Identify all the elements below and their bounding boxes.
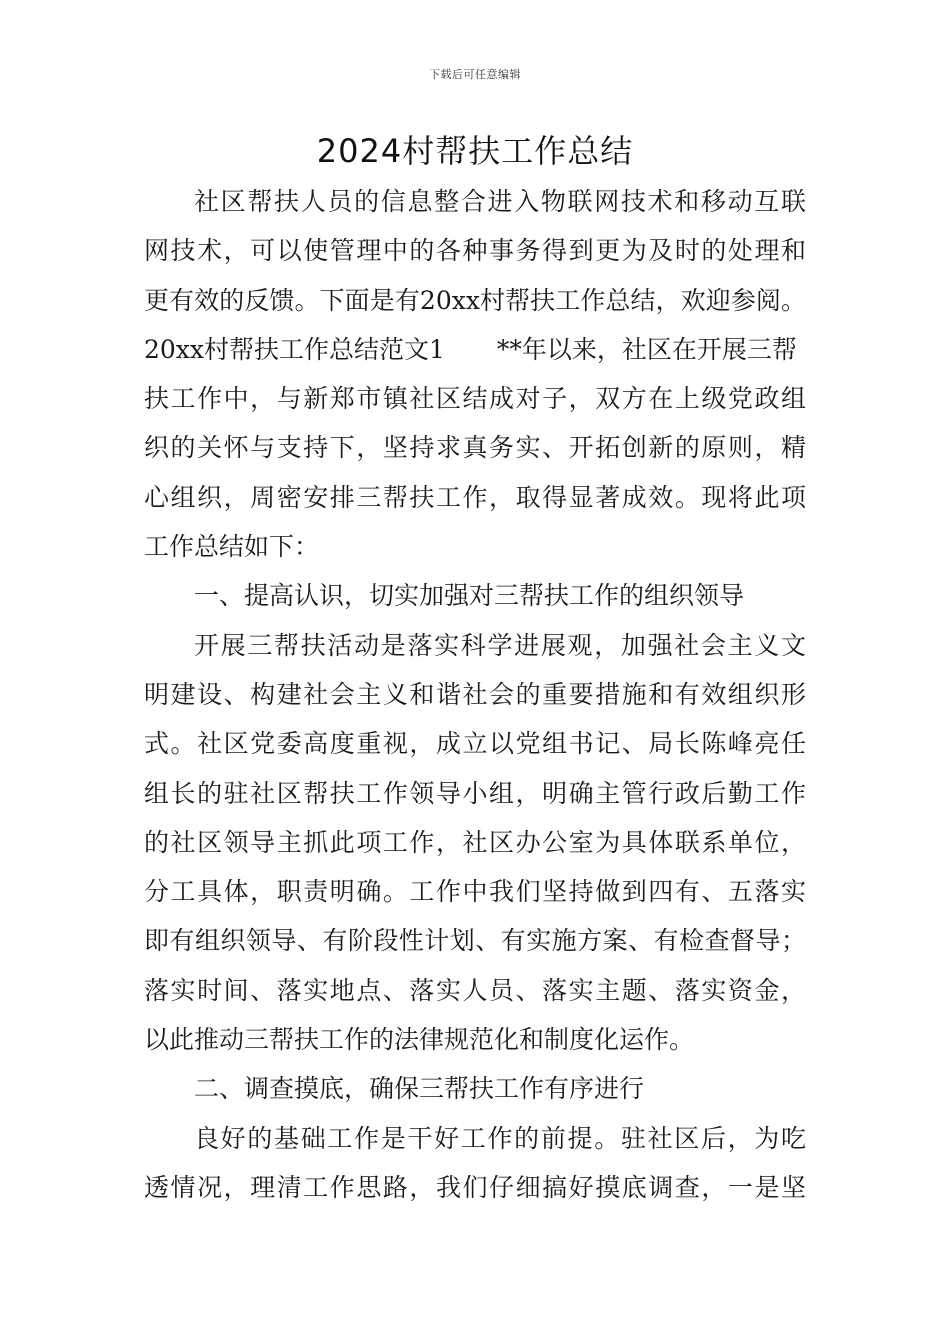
body-line: 落实时间、落实地点、落实人员、落实主题、落实资金， bbox=[144, 975, 806, 1005]
body-line: 更有效的反馈。下面是有20xx村帮扶工作总结，欢迎参阅。 bbox=[144, 285, 806, 315]
header-note: 下载后可任意编辑 bbox=[429, 68, 521, 81]
document-title: 2024村帮扶工作总结 bbox=[316, 132, 634, 170]
body-line: 扶工作中，与新郑市镇社区结成对子，双方在上级党政组 bbox=[144, 384, 806, 414]
section-heading-2: 二、调查摸底，确保三帮扶工作有序进行 bbox=[194, 1074, 645, 1104]
document-body bbox=[144, 177, 806, 1212]
body-line: 社区帮扶人员的信息整合进入物联网技术和移动互联 bbox=[194, 187, 806, 216]
body-line: 以此推动三帮扶工作的法律规范化和制度化运作。 bbox=[144, 1025, 695, 1055]
body-line: 式。社区党委高度重视，成立以党组书记、局长陈峰亮任 bbox=[144, 729, 806, 759]
body-line: 的社区领导主抓此项工作，社区办公室为具体联系单位， bbox=[144, 827, 806, 857]
body-line: 透情况，理清工作思路，我们仔细搞好摸底调查，一是坚 bbox=[144, 1172, 806, 1202]
body-line: 组长的驻社区帮扶工作领导小组，明确主管行政后勤工作 bbox=[144, 778, 806, 808]
section-heading-sample: 20xx村帮扶工作总结范文1 bbox=[144, 334, 445, 364]
body-line: 明建设、构建社会主义和谐社会的重要措施和有效组织形 bbox=[144, 679, 806, 709]
body-line: 即有组织领导、有阶段性计划、有实施方案、有检查督导； bbox=[144, 926, 806, 956]
body-text-segment: **年以来，社区在开展三帮 bbox=[496, 334, 797, 364]
body-line: 良好的基础工作是干好工作的前提。驻社区后，为吃 bbox=[194, 1123, 806, 1153]
body-line: 网技术，可以使管理中的各种事务得到更为及时的处理和 bbox=[144, 236, 806, 266]
section-heading-1: 一、提高认识，切实加强对三帮扶工作的组织领导 bbox=[194, 581, 745, 611]
body-line: 开展三帮扶活动是落实科学进展观，加强社会主义文 bbox=[194, 630, 806, 660]
body-line: 织的关怀与支持下，坚持求真务实、开拓创新的原则，精 bbox=[144, 433, 806, 463]
body-line-mixed bbox=[144, 325, 806, 374]
body-line: 心组织，周密安排三帮扶工作，取得显著成效。现将此项 bbox=[144, 482, 806, 512]
body-line: 工作总结如下： bbox=[144, 532, 320, 562]
body-line: 分工具体，职责明确。工作中我们坚持做到四有、五落实 bbox=[144, 877, 806, 907]
